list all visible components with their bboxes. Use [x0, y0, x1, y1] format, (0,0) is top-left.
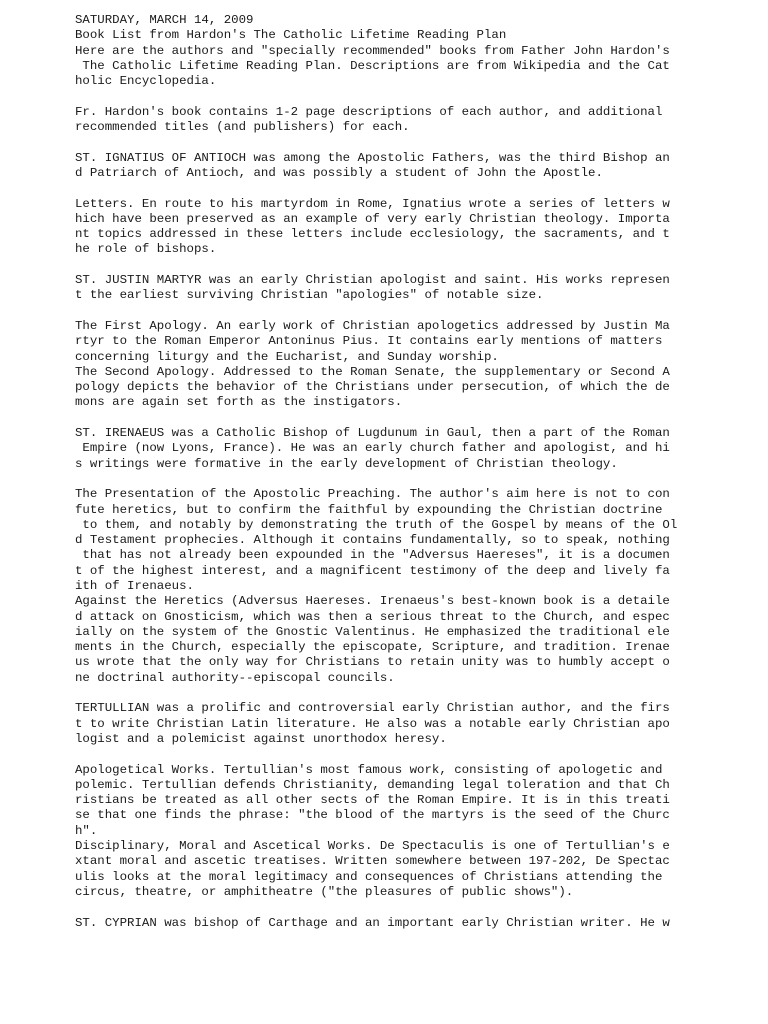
document-body [75, 13, 725, 931]
text-line: logist and a polemicist against unorthodox heresy. [75, 731, 447, 746]
text-line: pology depicts the behavior of the Christians under persecution, of which the de [75, 380, 670, 395]
text-line: The Second Apology. Addressed to the Roman Senate, the supplementary or Second A [75, 364, 670, 379]
paragraph-ignatius-letters [75, 197, 725, 258]
text-line: fute heretics, but to confirm the faithful by expounding the Christian doctrine [75, 502, 663, 517]
text-line: Book List from Hardon's The Catholic Lifetime Reading Plan [75, 28, 507, 43]
text-line: rtyr to the Roman Emperor Antoninus Pius. It contains early mentions of matters [75, 334, 663, 349]
text-line: Letters. En route to his martyrdom in Rome, Ignatius wrote a series of letters w [75, 196, 670, 211]
text-line: t of the highest interest, and a magnificent testimony of the deep and lively fa [75, 563, 670, 578]
paragraph-fr-hardon-note [75, 105, 725, 136]
text-line: ially on the system of the Gnostic Valentinus. He emphasized the traditional ele [75, 624, 670, 639]
text-line: holic Encyclopedia. [75, 74, 217, 89]
text-line: d Testament prophecies. Although it contains fundamentally, so to speak, nothing [75, 533, 670, 548]
text-line: hich have been preserved as an example of very early Christian theology. Importa [75, 211, 670, 226]
paragraph-tertullian [75, 701, 725, 747]
text-line: s writings were formative in the early development of Christian theology. [75, 456, 618, 471]
text-line: ST. IGNATIUS OF ANTIOCH was among the Apostolic Fathers, was the third Bishop an [75, 150, 670, 165]
text-line: polemic. Tertullian defends Christianity, demanding legal toleration and that Ch [75, 777, 670, 792]
text-line: to them, and notably by demonstrating the truth of the Gospel by means of the Ol [75, 517, 678, 532]
text-line: d attack on Gnosticism, which was then a serious threat to the Church, and espec [75, 609, 670, 624]
paragraph-justin [75, 273, 725, 304]
text-line: ith of Irenaeus. [75, 578, 194, 593]
text-line: circus, theatre, or amphitheatre ("the pleasures of public shows"). [75, 884, 574, 899]
text-line: that has not already been expounded in the "Adversus Haereses", it is a documen [75, 548, 670, 563]
text-line: xtant moral and ascetic treatises. Written somewhere between 197-202, De Spectac [75, 854, 670, 869]
text-line: The First Apology. An early work of Christian apologetics addressed by Justin Ma [75, 318, 670, 333]
text-line: t the earliest surviving Christian "apologies" of notable size. [75, 288, 544, 303]
text-line: t to write Christian Latin literature. He also was a notable early Christian apo [75, 716, 670, 731]
text-line: ST. CYPRIAN was bishop of Carthage and an important early Christian writer. He w [75, 915, 670, 930]
text-line: ST. JUSTIN MARTYR was an early Christian apologist and saint. His works represen [75, 273, 670, 288]
text-line: Against the Heretics (Adversus Haereses. Irenaeus's best-known book is a detaile [75, 594, 670, 609]
text-line: Fr. Hardon's book contains 1-2 page descriptions of each author, and additional [75, 104, 663, 119]
text-line: ne doctrinal authority--episcopal councils. [75, 670, 395, 685]
text-line: se that one finds the phrase: "the blood of the martyrs is the seed of the Churc [75, 808, 670, 823]
text-line: ments in the Church, especially the episcopate, Scripture, and tradition. Irenae [75, 640, 670, 655]
text-line: The Catholic Lifetime Reading Plan. Descriptions are from Wikipedia and the Cat [75, 58, 670, 73]
paragraph-irenaeus-works [75, 487, 725, 686]
text-line: h". [75, 823, 98, 838]
text-line: ristians be treated as all other sects of the Roman Empire. It is in this treati [75, 793, 670, 808]
paragraph-justin-apologies [75, 319, 725, 411]
text-line: Empire (now Lyons, France). He was an early church father and apologist, and hi [75, 441, 670, 456]
text-line: he role of bishops. [75, 242, 217, 257]
paragraph-irenaeus [75, 426, 725, 472]
text-line: Disciplinary, Moral and Ascetical Works. De Spectaculis is one of Tertullian's e [75, 839, 670, 854]
text-line: concerning liturgy and the Eucharist, and Sunday worship. [75, 349, 499, 364]
text-line: recommended titles (and publishers) for each. [75, 120, 410, 135]
text-line: The Presentation of the Apostolic Preaching. The author's aim here is not to con [75, 487, 670, 502]
text-line: Apologetical Works. Tertullian's most famous work, consisting of apologetic and [75, 762, 663, 777]
document-page [75, 13, 725, 931]
paragraph-tertullian-works [75, 763, 725, 901]
text-line: TERTULLIAN was a prolific and controversial early Christian author, and the firs [75, 701, 670, 716]
text-line: us wrote that the only way for Christians to retain unity was to humbly accept o [75, 655, 670, 670]
text-line: mons are again set forth as the instigators. [75, 395, 403, 410]
text-line: Here are the authors and "specially recommended" books from Father John Hardon's [75, 43, 670, 58]
text-line: nt topics addressed in these letters include ecclesiology, the sacraments, and t [75, 227, 670, 242]
text-line: SATURDAY, MARCH 14, 2009 [75, 13, 254, 27]
text-line: d Patriarch of Antioch, and was possibly a student of John the Apostle. [75, 165, 603, 180]
paragraph-ignatius [75, 151, 725, 182]
text-line: ST. IRENAEUS was a Catholic Bishop of Lugdunum in Gaul, then a part of the Roman [75, 426, 670, 441]
text-line: ulis looks at the moral legitimacy and consequences of Christians attending the [75, 869, 663, 884]
paragraph-cyprian [75, 916, 725, 931]
paragraph-intro [75, 13, 725, 89]
